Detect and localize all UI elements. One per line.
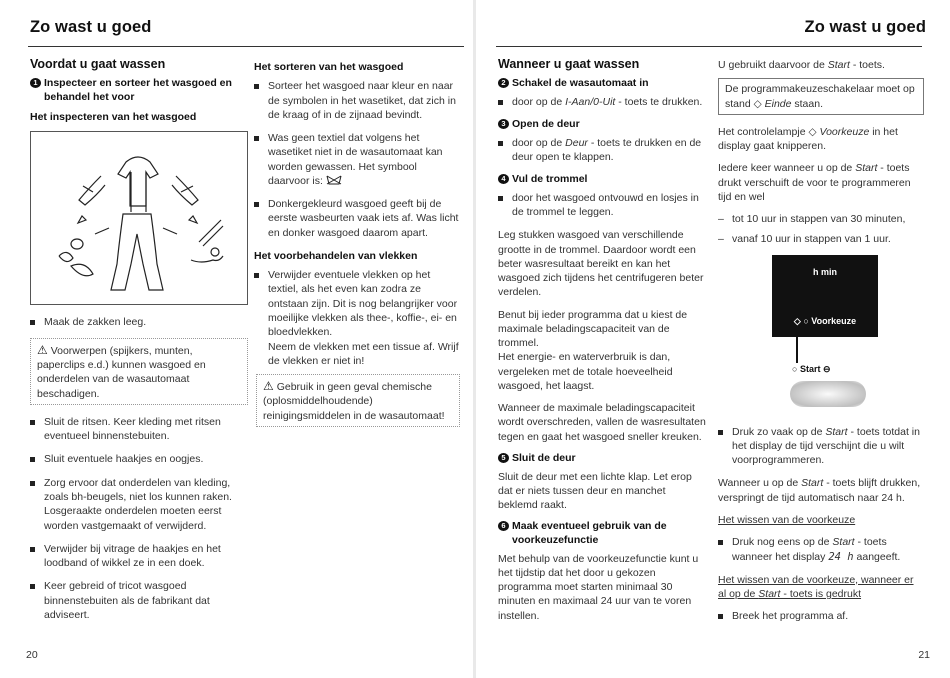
- bullet-text: Verwijder bij vitrage de haakjes en het loodband of wikkel ze in een doek.: [44, 542, 221, 570]
- step-number-6: 6: [498, 521, 509, 531]
- right-header-title: Zo wast u goed: [804, 18, 926, 36]
- right-column-2: [718, 58, 924, 633]
- circle-indicator-icon: ○: [792, 363, 798, 374]
- paragraph-start-key: U gebruikt daarvoor de Start - toets.: [718, 59, 885, 71]
- display-preselect-indicator: ◇ ○ Voorkeuze: [793, 315, 857, 326]
- step-number-5: 5: [498, 453, 509, 463]
- bullet-press-start: Druk zo vaak op de Start - toets totdat in het display de tijd verschijnt die u wilt voorprogrammeren.: [718, 425, 924, 468]
- stain-note: Neem de vlekken met een tissue af. Wrijf de vlekken er niet in!: [268, 340, 459, 367]
- display-h-min-label: h min: [813, 266, 837, 277]
- step-1-label: Inspecteer en sorteer het wasgoed en behandel het voor: [44, 77, 232, 103]
- left-page-number: 20: [26, 648, 38, 661]
- start-symbol-icon: ⊖: [822, 363, 831, 374]
- bullet-bra-wires: [30, 476, 248, 533]
- paragraph-each-press: Iedere keer wanneer u op de Start - toets drukt verschuift de voor te programmeren tijd en wel: [718, 162, 911, 203]
- left-header-rule: [28, 46, 464, 47]
- bullet-text: Was geen textiel dat volgens het wasetiket niet in de wasautomaat kan worden gewassen. Het symbool daarvoor is:: [268, 132, 443, 187]
- left-column-1: [30, 56, 248, 631]
- bullet-text: Sluit eventuele haakjes en oogjes.: [44, 453, 204, 466]
- step-1: [30, 77, 248, 104]
- circle-indicator-icon: ○: [803, 315, 809, 326]
- step-number-4: 4: [498, 174, 509, 184]
- bullet-fill-drum: [498, 191, 708, 220]
- left-column-2: [254, 60, 460, 437]
- right-header-rule: [496, 46, 922, 47]
- right-page-number: 21: [918, 648, 930, 661]
- bullet-marker: [30, 315, 44, 329]
- subheading-inspect: Het inspecteren van het wasgoed: [30, 111, 197, 124]
- step-2-label: Schakel de wasautomaat in: [512, 77, 649, 89]
- bullet-zippers: [30, 415, 248, 444]
- step-number-3: 3: [498, 119, 509, 129]
- right-page: [476, 0, 950, 678]
- clothes-sketch-icon: [31, 132, 247, 304]
- info-box-program-selector: De programmakeuzeschakelaar moet op stand ◇ Einde staan.: [718, 78, 924, 115]
- paragraph-energy: Het energie- en waterverbruik is dan, vergeleken met de totale hoeveelheid wasgoed, het laagst.: [498, 351, 673, 392]
- heading-clear-after-start: Het wissen van de voorkeuze, wanneer er al op de Start - toets is gedrukt: [718, 573, 914, 601]
- paragraph-keep-pressing: Wanneer u op de Start - toets blijft drukken, verspringt de tijd automatisch naar 24 h.: [718, 477, 921, 504]
- warning-text-chemicals: Gebruik in geen geval chemische (oplosmiddelhoudende) reinigingsmiddelen in de wasautomaat!: [263, 381, 445, 422]
- step-4: [498, 173, 708, 187]
- heading-stains: Het voorbehandelen van vlekken: [254, 249, 418, 262]
- warning-box-chemicals: [256, 374, 460, 427]
- step-number-2: 2: [498, 78, 509, 88]
- step-5: [498, 452, 708, 466]
- step-5-label: Sluit de deur: [512, 451, 576, 464]
- dash-item-1-hour: – vanaf 10 uur in stappen van 1 uur.: [718, 233, 891, 246]
- bullet-stains: [254, 268, 460, 368]
- bullet-text: Verwijder eventuele vlekken op het textiel, als het even kan zodra ze ontstaan zijn. Dit is nog belangrijker voor moeilijke vlekken als thee-, koffie-, ei- en bloedvlekken.: [268, 269, 458, 339]
- warning-triangle-icon: ⚠: [263, 379, 274, 394]
- paragraph-load-sizes: Leg stukken wasgoed van verschillende grootte in de trommel. Daardoor wordt een beter wasresultaat bereikt en kan het wasgoed zich tijdens het centrifugeren beter verdelen.: [498, 229, 704, 299]
- heading-sorting: Het sorteren van het wasgoed: [254, 61, 404, 73]
- bullet-text: door het wasgoed ontvouwd en losjes in de trommel te leggen.: [512, 191, 699, 218]
- display-screen: [772, 255, 878, 337]
- bullet-hooks: [30, 452, 248, 466]
- bullet-sort-color: [254, 79, 460, 122]
- step-3-label: Open de deur: [512, 117, 580, 130]
- step-3: [498, 118, 708, 132]
- diamond-icon: ◇: [808, 125, 820, 138]
- key-door: Deur: [565, 136, 588, 149]
- key-preselect: Voorkeuze: [819, 125, 870, 138]
- warning-box-objects: [30, 338, 248, 405]
- step-6: [498, 520, 708, 547]
- bullet-empty-pockets: [30, 315, 248, 329]
- step-2: [498, 77, 708, 91]
- bullet-text: Donkergekleurd wasgoed geeft bij de eerste wasbeurten vaak iets af. Was licht en donker wasgoed daarom apart.: [268, 198, 459, 239]
- bullet-text: Maak de zakken leeg.: [44, 315, 147, 328]
- laundry-illustration: [30, 131, 248, 305]
- paragraph-close-door: Sluit de deur met een lichte klap. Let erop dat er niets tussen deur en manchet beklemd raakt.: [498, 470, 692, 512]
- bullet-knitwear: [30, 579, 248, 622]
- diamond-icon: ◇: [793, 315, 801, 326]
- paragraph-overload: Wanneer de maximale beladingscapaciteit wordt overschreden, vallen de wasresultaten tegen en gaat het wasgoed sneller kreuken.: [498, 402, 706, 443]
- left-header-title: Zo wast u goed: [30, 18, 152, 36]
- bullet-text: Sorteer het wasgoed naar kleur en naar de symbolen in het wasetiket, dat zich in de kraag of in de zijnaad bevindt.: [268, 80, 456, 121]
- paragraph-preselect: Met behulp van de voorkeuzefunctie kunt u het tijdstip dat het door u gekozen programma moet starten minimaal 30 minuten en maximaal 24 uur van te voren instellen.: [498, 552, 699, 622]
- do-not-wash-symbol-icon: [326, 175, 342, 185]
- key-on-off: I-Aan/0-Uit: [565, 95, 616, 108]
- section-title-before-washing: Voordat u gaat wassen: [30, 57, 166, 71]
- heading-clear-preselect: Het wissen van de voorkeuze: [718, 513, 856, 526]
- pointer-line: [796, 327, 798, 363]
- display-24h-value: 24 h: [828, 550, 854, 563]
- start-label: ○ Start ⊖: [792, 363, 831, 374]
- bullet-text: Zorg ervoor dat onderdelen van kleding, zoals bh-beugels, niet los kunnen raken. Losgeraakte onderdelen moeten eerst worden vastgemaakt of verwijderd.: [44, 476, 232, 532]
- bullet-switch-on: door op de I-Aan/0-Uit - toets te drukken.: [498, 95, 708, 109]
- right-column-1: [498, 56, 708, 631]
- diamond-icon: ◇: [753, 97, 765, 110]
- control-panel-display: [772, 255, 878, 413]
- bullet-open-door: door op de Deur - toets te drukken en de deur open te klappen.: [498, 136, 708, 165]
- section-title-when-washing: Wanneer u gaat wassen: [498, 57, 640, 71]
- paragraph-max-capacity: Benut bij ieder programma dat u kiest de maximale beladingscapaciteit van de trommel.: [498, 308, 688, 350]
- paragraph-indicator-blinks: Het controlelampje ◇ Voorkeuze in het display gaat knipperen.: [718, 125, 898, 153]
- bullet-curtains: [30, 542, 248, 571]
- key-end: Einde: [764, 97, 792, 110]
- step-4-label: Vul de trommel: [512, 173, 588, 186]
- bullet-dark-colors: [254, 197, 460, 240]
- bullet-press-again: Druk nog eens op de Start - toets wanneer het display 24 h aangeeft.: [718, 535, 924, 564]
- start-button[interactable]: [790, 381, 866, 407]
- bullet-text: Keer gebreid of tricot wasgoed binnenstebuiten als de fabrikant dat adviseert.: [44, 580, 210, 621]
- step-6-label: Maak eventueel gebruik van de voorkeuzefunctie: [512, 520, 667, 547]
- dash-item-30-min: – tot 10 uur in stappen van 30 minuten,: [718, 213, 906, 226]
- bullet-text: Sluit de ritsen. Keer kleding met ritsen eventueel binnenstebuiten.: [44, 415, 221, 443]
- bullet-no-wash: [254, 131, 460, 188]
- warning-triangle-icon: ⚠: [37, 342, 48, 357]
- step-number-1: 1: [30, 78, 41, 88]
- key-start: Start: [827, 59, 850, 71]
- bullet-cancel-program: Breek het programma af.: [718, 609, 924, 623]
- warning-text-objects: Voorwerpen (spijkers, munten, paperclips e.d.) kunnen wasgoed en onderdelen van de wasautomaat beschadigen.: [37, 344, 206, 400]
- left-page: [0, 0, 474, 678]
